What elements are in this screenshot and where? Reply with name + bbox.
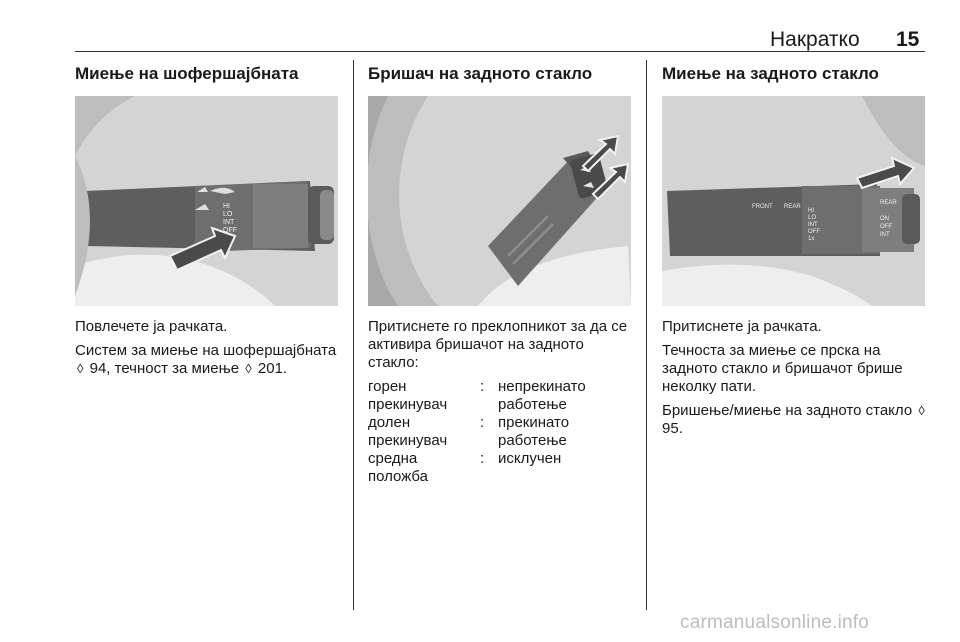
figure-label-off-ring: OFF xyxy=(880,224,892,230)
figure-rear-wash-stalk xyxy=(662,96,925,306)
figure-label-int: INT xyxy=(808,222,818,228)
crossref-paragraph: Систем за миење на шофершајбната ◊ 94, течност за миење ◊ 201. xyxy=(75,342,337,377)
figure-label-front: FRONT xyxy=(752,204,773,210)
wash-description: Течноста за миење се прска на задното стакло и бришачот брише неколку пати. xyxy=(662,342,903,395)
crossref-icon: ◊ xyxy=(77,361,84,376)
column-rear-wiper xyxy=(368,64,636,84)
section-heading: Миење на шофершајбната xyxy=(75,64,299,83)
header-rule xyxy=(75,51,925,52)
section-heading: Миење на задното стакло xyxy=(662,64,879,83)
table-row: горен прекинувач : непрекинато работење xyxy=(368,378,586,413)
figure-rear-wiper-switch xyxy=(368,96,631,306)
figure-label-hi: HI xyxy=(223,203,230,210)
figure-label-hi: HI xyxy=(808,208,814,214)
column-3-text xyxy=(662,318,930,444)
figure-windscreen-stalk xyxy=(75,96,338,306)
instruction-push: Притиснете ја рачката. xyxy=(662,318,822,335)
figure-label-off: OFF xyxy=(808,229,820,235)
figure-label-on: ON xyxy=(880,216,889,222)
page-number: 15 xyxy=(896,28,920,51)
figure-label-rear-ring: REAR xyxy=(880,200,897,206)
figure-label-rear: REAR xyxy=(784,204,801,210)
figure-label-int-ring: INT xyxy=(880,232,890,238)
column-windscreen-wash xyxy=(75,64,343,84)
instruction-pull: Повлечете ја рачката. xyxy=(75,318,228,335)
figure-label-off: OFF xyxy=(223,227,237,234)
crossref-link[interactable]: 201 xyxy=(257,360,283,377)
column-divider xyxy=(353,60,354,610)
column-divider xyxy=(646,60,647,610)
figure-label-lo: LO xyxy=(808,215,817,221)
crossref-paragraph: Бришење/миење на задното стакло ◊ 95. xyxy=(662,402,925,437)
figure-label-lo: LO xyxy=(223,211,233,218)
column-1-text xyxy=(75,318,343,384)
switch-positions-table xyxy=(368,378,636,486)
watermark: carmanualsonline.info xyxy=(680,612,870,633)
crossref-icon: ◊ xyxy=(918,403,925,418)
figure-label-int: INT xyxy=(223,219,235,226)
figure-label-1x: 1x xyxy=(808,236,815,242)
crossref-icon: ◊ xyxy=(245,361,252,376)
table-row: долен прекинувач : прекинато работење xyxy=(368,414,570,449)
section-title: Накратко xyxy=(770,28,860,51)
table-row: средна положба : исклучен xyxy=(368,450,562,485)
section-heading: Бришач на задното стакло xyxy=(368,64,593,83)
intro-paragraph: Притиснете го преклопникот за да се активира бришачот на задното стакло: xyxy=(368,318,628,371)
crossref-link[interactable]: 95 xyxy=(662,420,679,437)
crossref-link[interactable]: 94 xyxy=(89,360,107,377)
column-rear-wash xyxy=(662,64,930,84)
column-2-text xyxy=(368,318,636,486)
